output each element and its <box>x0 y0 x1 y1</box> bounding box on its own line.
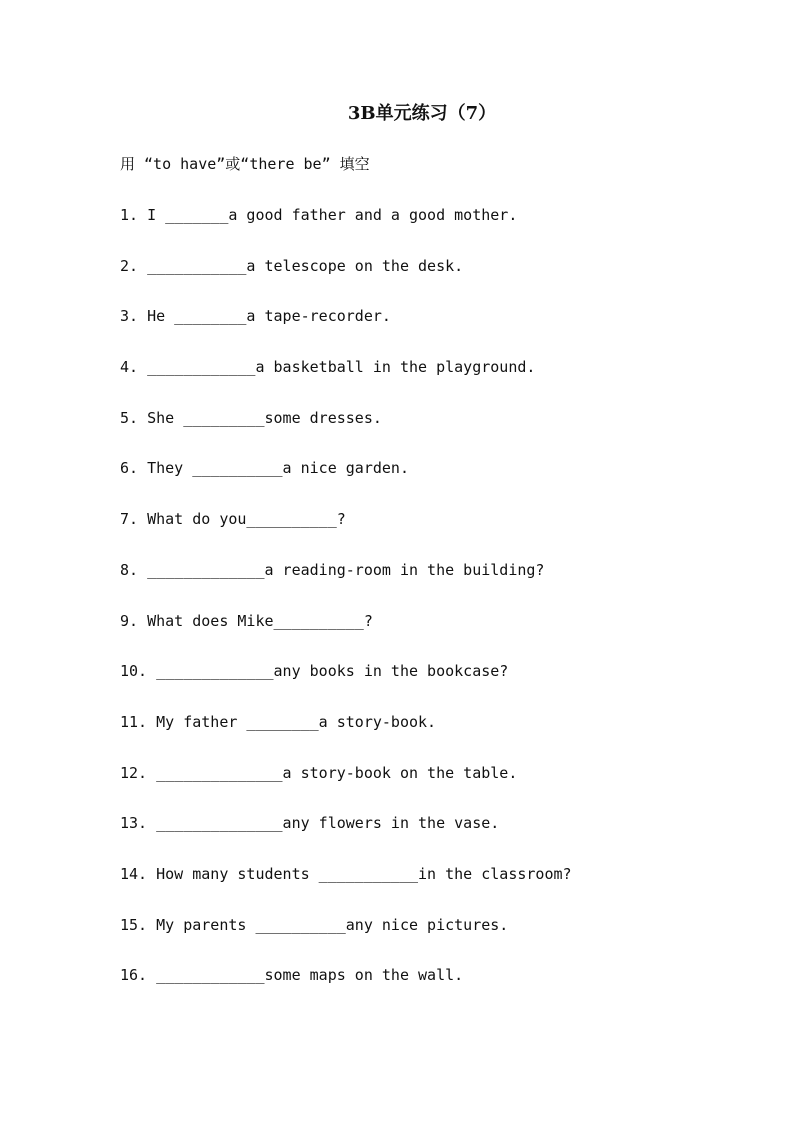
question-item: 9. What does Mike__________? <box>120 611 373 630</box>
question-item: 13. ______________any flowers in the vase. <box>120 814 500 833</box>
question-item: 8. _____________a reading-room in the building? <box>120 560 545 579</box>
question-list <box>120 203 572 1014</box>
question-item: 7. What do you__________? <box>120 510 346 529</box>
question-item: 1. I _______a good father and a good mother. <box>120 206 518 224</box>
question-item: 10. _____________any books in the bookcase? <box>120 662 509 681</box>
question-item: 15. My parents __________any nice pictures. <box>120 915 509 934</box>
question-item: 4. ____________a basketball in the playground. <box>120 358 536 377</box>
question-item: 6. They __________a nice garden. <box>120 459 409 478</box>
question-item: 16. ____________some maps on the wall. <box>120 966 464 985</box>
question-item: 3. He ________a tape-recorder. <box>120 307 391 326</box>
instruction-text: 用 “to have”或“there be” 填空 <box>120 155 370 173</box>
question-item: 14. How many students ___________in the classroom? <box>120 864 572 883</box>
page-title: 3B单元练习（7） <box>347 103 497 124</box>
question-item: 5. She _________some dresses. <box>120 408 382 427</box>
question-item: 2. ___________a telescope on the desk. <box>120 256 464 275</box>
question-item: 11. My father ________a story-book. <box>120 712 437 731</box>
question-item: 12. ______________a story-book on the table. <box>120 763 518 782</box>
